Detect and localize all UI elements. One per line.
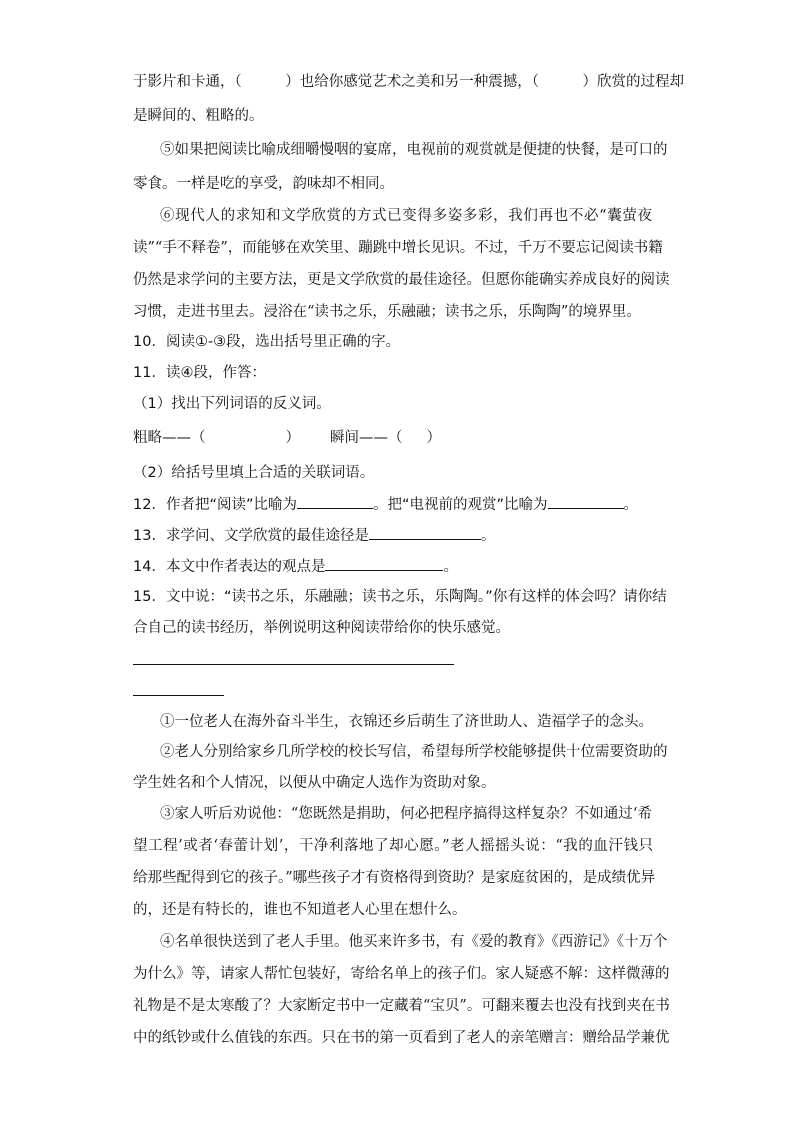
answer-line[interactable] [133,664,454,665]
passage-b-line: 望工程’或者‘春蕾计划’，干净利落地了却心愿。”老人摇摇头说：“我的血汗钱只 [133,838,653,854]
passage-a-paragraph-5: ⑤如果把阅读比喻成细嚼慢咽的宴席，电视前的观赏就是便捷的快餐，是可口的 [160,142,668,158]
question-11-part-1: （1）找出下列词语的反义词。 [133,396,331,412]
question-11-part-2: （2）给括号里填上合适的关联词语。 [133,465,375,481]
passage-b-line: 为什么》等，请家人帮忙包装好，寄给名单上的孩子们。家人疑惑不解：这样微薄的 [133,966,670,982]
answer-blank[interactable] [548,494,624,509]
answer-blank[interactable] [325,556,443,571]
passage-b-paragraph-4: ④名单很快送到了老人手里。他买来许多书，有《爱的教育》《西游记》《十万个 [160,934,668,950]
passage-b-line: 中的纸钞或什么值钱的东西。只在书的第一页看到了老人的亲笔赠言：赠给品学兼优 [133,1030,670,1046]
antonym-word-2: 瞬间——（ [330,430,403,446]
answer-blank[interactable] [369,525,481,540]
question-15-line: 合自己的读书经历，举例说明这种阅读带给你的快乐感觉。 [133,620,510,636]
passage-a-line: 于影片和卡通，（ ）也给你感觉艺术之美和另一种震撼，（ ）欣赏的过程却 [133,74,684,90]
passage-b-line: 给那些配得到它的孩子。”哪些孩子才有资格得到资助？是家庭贫困的，是成绩优异 [133,870,656,886]
passage-a-paragraph-6: ⑥现代人的求知和文学欣赏的方式已变得多姿多彩，我们再也不必“囊萤夜 [160,208,652,224]
antonym-row: 粗略——（ ） 瞬间——（ ） [133,430,441,446]
passage-b-line: 学生姓名和个人情况，以便从中确定人选作为资助对象。 [133,775,496,791]
passage-b-paragraph-2: ②老人分别给家乡几所学校的校长写信，希望每所学校能够提供十位需要资助的 [160,744,668,760]
passage-b-line: 礼物是不是太寒酸了？大家断定书中一定藏着“宝贝”。可翻来覆去也没有找到夹在书 [133,998,670,1014]
antonym-word-1: 粗略——（ [133,430,206,446]
question-11: 11．读④段，作答： [133,365,266,381]
question-12: 12．作者把“阅读”比喻为 。把“电视前的观赏”比喻为 。 [133,494,638,515]
question-10: 10．阅读①-③段，选出括号里正确的字。 [133,334,401,350]
passage-b-paragraph-1: ①一位老人在海外奋斗半生，衣锦还乡后萌生了济世助人、造福学子的念头。 [160,714,653,730]
passage-a-line: 零食。一样是吃的享受，韵味却不相同。 [133,176,394,192]
passage-a-line: 仍然是求学问的主要方法，更是文学欣赏的最佳途径。但愿你能确实养成良好的阅读 [133,272,670,288]
passage-b-paragraph-3: ③家人听后劝说他：“您既然是捐助，何必把程序搞得这样复杂？不如通过‘希 [160,806,652,822]
answer-line[interactable] [133,695,224,696]
question-15: 15．文中说：“读书之乐，乐融融；读书之乐，乐陶陶。”你有这样的体会吗？请你结 [133,589,667,605]
question-13: 13．求学问、文学欣赏的最佳途径是 。 [133,525,495,546]
passage-a-line: 是瞬间的、粗略的。 [133,108,264,124]
passage-a-line: 习惯，走进书里去。浸浴在“读书之乐，乐融融；读书之乐，乐陶陶”的境界里。 [133,304,641,320]
answer-blank[interactable] [297,494,373,509]
passage-b-line: 的，还是有特长的，谁也不知道老人心里在想什么。 [133,902,467,918]
question-14: 14．本文中作者表达的观点是 。 [133,556,458,577]
passage-a-line: 读”“手不释卷”，而能够在欢笑里、蹦跳中增长见识。不过，千万不要忘记阅读书籍 [133,240,663,256]
